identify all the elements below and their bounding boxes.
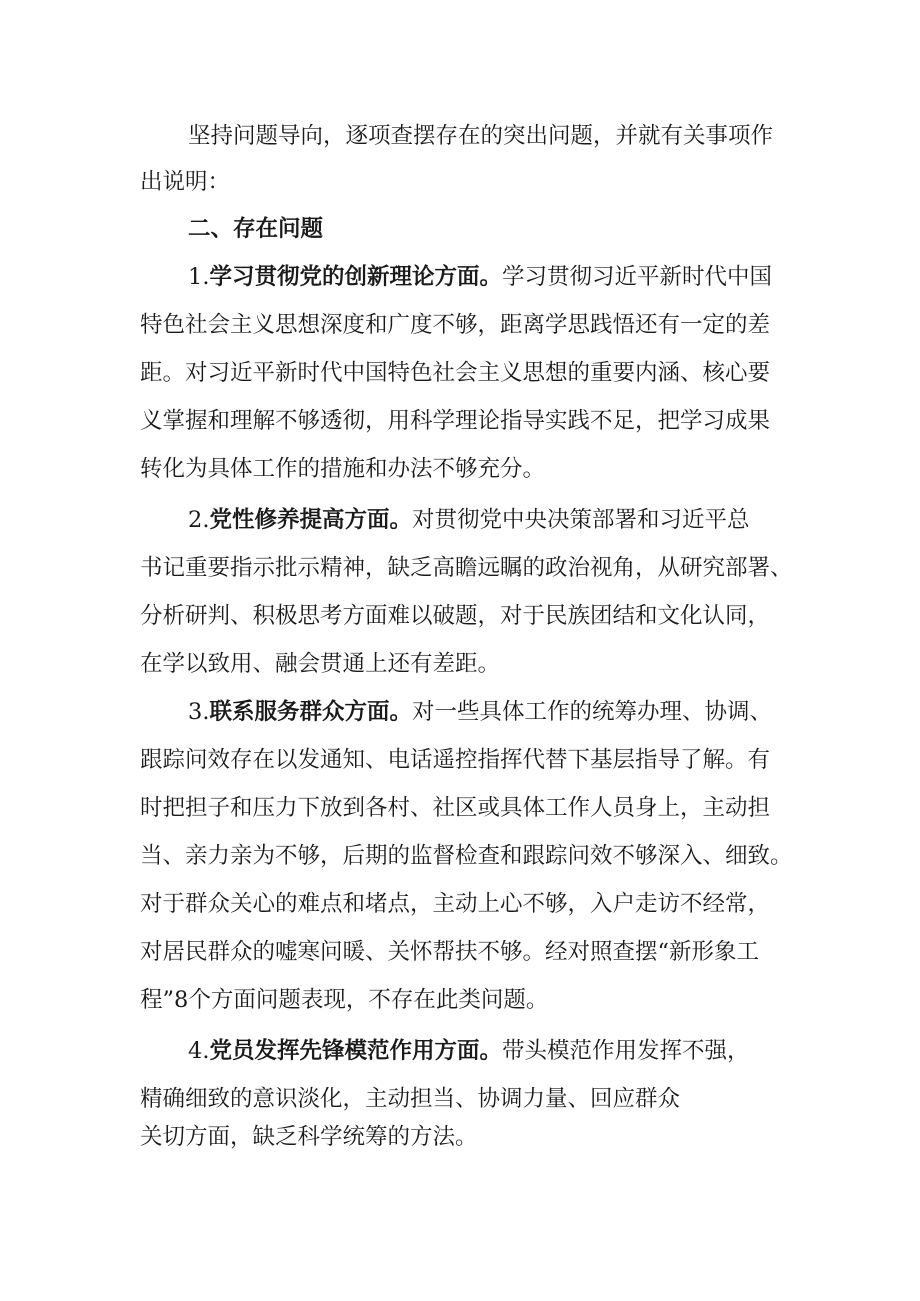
item-3-heading: 联系服务群众方面。 [209, 699, 412, 725]
item-3-line-3: 时把担子和压力下放到各村、社区或具体工作人员身上，主动担 [140, 795, 771, 821]
section-heading: 二、存在问题 [188, 216, 324, 242]
item-2-number: 2. [188, 507, 210, 533]
item-3-line-7: 程”8个方面问题表现，不存在此类问题。 [140, 987, 549, 1013]
item-2-first-line [188, 505, 750, 535]
item-4-first-line [188, 1036, 750, 1066]
item-4-line-3: 关切方面，缺乏科学统筹的方法。 [140, 1124, 478, 1150]
item-4-text: 带头模范作用发挥不强， [501, 1038, 750, 1064]
item-1-line-5: 转化为具体工作的措施和办法不够充分。 [140, 456, 546, 482]
intro-line-2: 出说明： [140, 169, 231, 195]
item-1-line-3: 距。对习近平新时代中国特色社会主义思想的重要内涵、核心要 [140, 360, 771, 386]
item-3-line-2: 跟踪问效存在以发通知、电话遥控指挥代替下基层指导了解。有 [140, 747, 771, 773]
intro-line-1: 坚持问题导向，逐项查摆存在的突出问题，并就有关事项作 [188, 123, 774, 149]
item-2-line-4: 在学以致用、融会贯通上还有差距。 [140, 651, 501, 677]
item-3-text: 对一些具体工作的统筹办理、协调、 [411, 699, 772, 725]
item-4-number: 4. [188, 1038, 210, 1064]
item-3-line-6: 对居民群众的嘘寒问暖、关怀帮扶不够。经对照查摆“新形象工 [140, 939, 760, 965]
item-2-heading: 党性修养提高方面。 [209, 507, 412, 533]
item-1-text: 学习贯彻习近平新时代中国 [501, 264, 772, 290]
item-3-line-5: 对于群众关心的难点和堵点，主动上心不够，入户走访不经常， [140, 891, 771, 917]
item-2-text: 对贯彻党中央决策部署和习近平总 [411, 507, 750, 533]
item-3-line-4: 当、亲力亲为不够，后期的监督检查和跟踪问效不够深入、细致。 [140, 843, 793, 869]
item-1-line-4: 义掌握和理解不够透彻，用科学理论指导实践不足，把学习成果 [140, 408, 771, 434]
item-3-first-line [188, 697, 772, 727]
item-1-heading: 学习贯彻党的创新理论方面。 [209, 264, 502, 290]
item-3-number: 3. [188, 699, 210, 725]
item-4-heading: 党员发挥先锋模范作用方面。 [209, 1038, 502, 1064]
item-4-line-2: 精确细致的意识淡化，主动担当、协调力量、回应群众 [140, 1086, 681, 1112]
item-1-line-2: 特色社会主义思想深度和广度不够，距离学思践悟还有一定的差 [140, 312, 771, 338]
item-2-line-3: 分析研判、积极思考方面难以破题，对于民族团结和文化认同， [140, 603, 771, 629]
item-1-first-line [188, 262, 772, 292]
item-1-number: 1. [188, 264, 210, 290]
item-2-line-2: 书记重要指示批示精神，缺乏高瞻远瞩的政治视角，从研究部署、 [140, 555, 793, 581]
